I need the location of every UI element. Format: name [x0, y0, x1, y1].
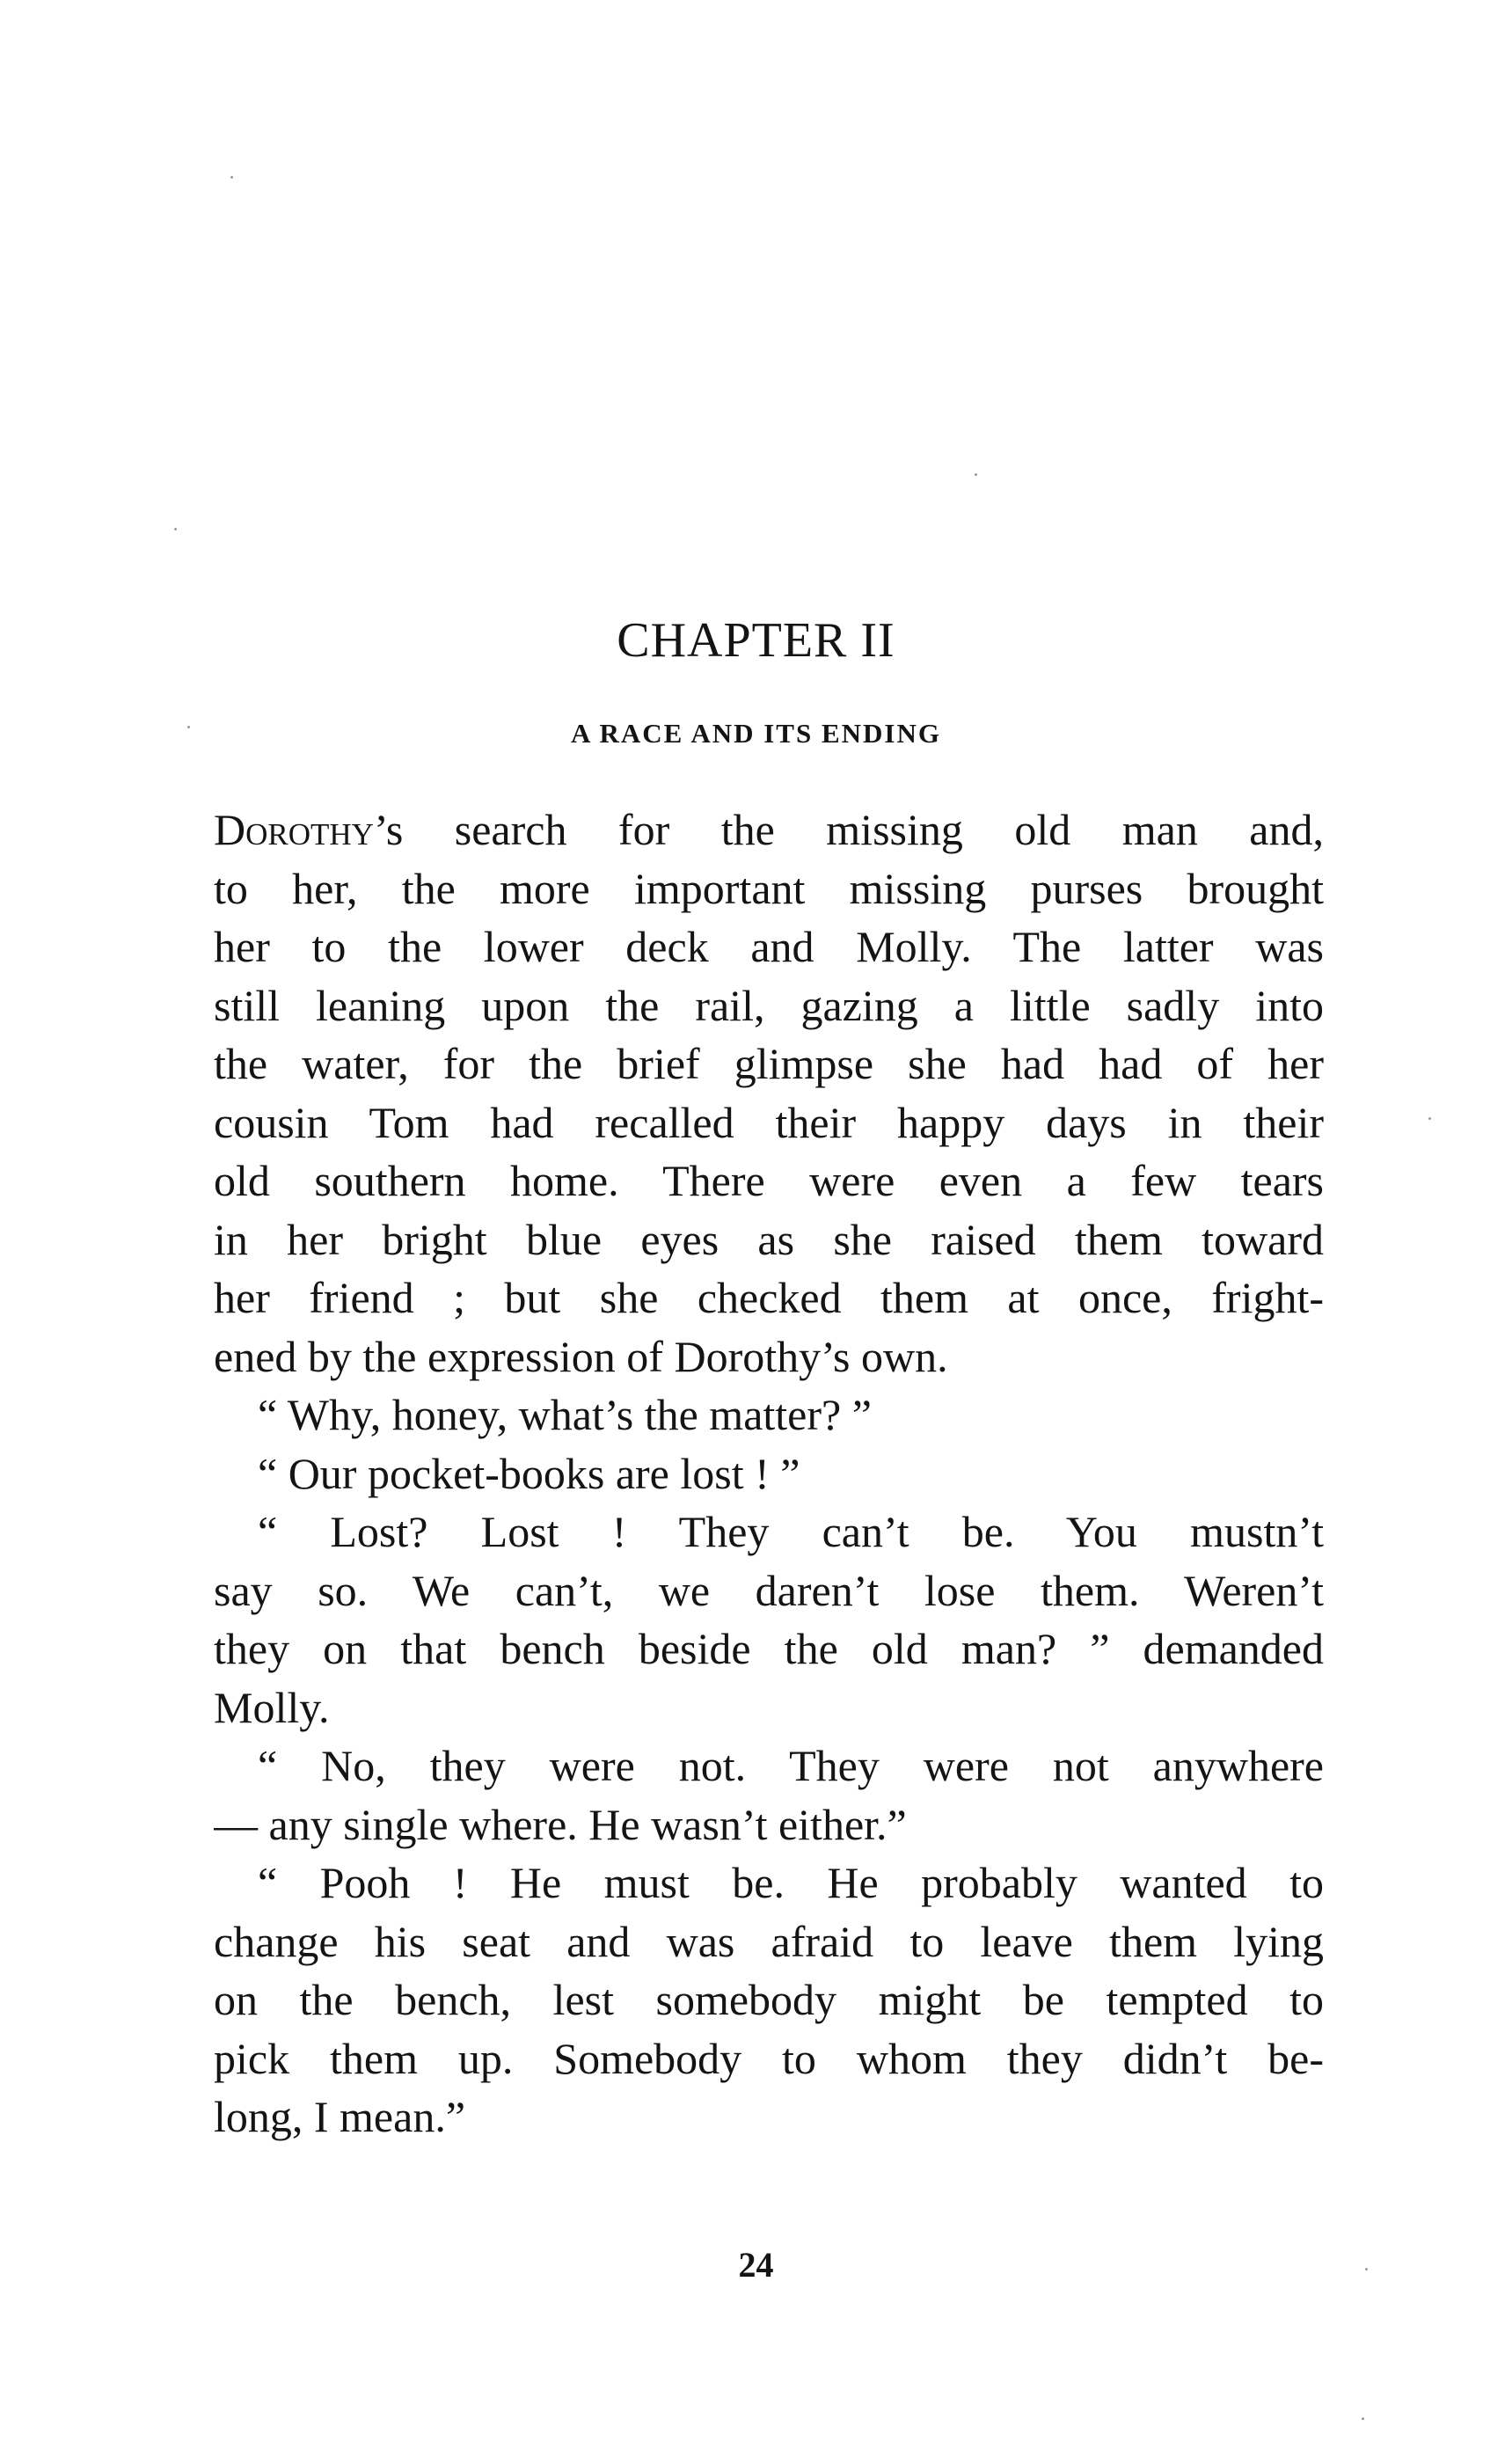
text-line: in her bright blue eyes as she raised them toward: [214, 1214, 1324, 1264]
text-line: her to the lower deck and Molly. The latter was: [214, 922, 1324, 971]
dialogue-line: — any single where. He wasn’t either.”: [214, 1799, 907, 1849]
scan-speck: [187, 726, 190, 728]
body-text: [214, 801, 1324, 2146]
text-line: old southern home. There were even a few tears: [214, 1156, 1324, 1205]
chapter-title: CHAPTER II: [617, 613, 895, 668]
scan-speck: [174, 528, 177, 530]
text-line: cousin Tom had recalled their happy days in their: [214, 1097, 1324, 1147]
text-line: her friend ; but she checked them at once, fright-: [214, 1273, 1324, 1322]
text-line: the water, for the brief glimpse she had had of her: [214, 1039, 1324, 1088]
scan-speck: [1365, 2268, 1368, 2271]
dialogue-line: on the bench, lest somebody might be tempted to: [214, 1975, 1324, 2024]
dialogue-line: long, I mean.”: [214, 2092, 466, 2141]
dialogue-line: “ No, they were not. They were not anywhere: [258, 1741, 1324, 1790]
dialogue-line: “ Lost? Lost ! They can’t be. You mustn’t: [258, 1507, 1324, 1556]
dialogue-line: “ Pooh ! He must be. He probably wanted to: [258, 1858, 1324, 1907]
chapter-subtitle: A RACE AND ITS ENDING: [571, 718, 941, 749]
scan-speck: [1428, 1117, 1431, 1120]
dialogue-line: Molly.: [214, 1682, 330, 1732]
dialogue-line: “ Why, honey, what’s the matter? ”: [258, 1390, 872, 1439]
dialogue-line: pick them up. Somebody to whom they didn’t be-: [214, 2033, 1324, 2083]
scan-speck: [1362, 2417, 1364, 2420]
dialogue-line: say so. We can’t, we daren’t lose them. Weren’t: [214, 1565, 1324, 1615]
scan-speck: [975, 473, 977, 476]
dialogue-line: they on that bench beside the old man? ” demanded: [214, 1624, 1324, 1673]
dialogue-line: “ Our pocket-books are lost ! ”: [258, 1448, 800, 1498]
scan-speck: [230, 176, 233, 179]
text-line: ened by the expression of Dorothy’s own.: [214, 1331, 948, 1381]
drop-word: Dorothy: [214, 805, 374, 854]
text-line: to her, the more important missing purses brought: [214, 863, 1324, 913]
text-line: still leaning upon the rail, gazing a little sadly into: [214, 980, 1324, 1030]
text-line: Dorothy’s search for the missing old man and,: [214, 805, 1324, 854]
dialogue-line: change his seat and was afraid to leave them lying: [214, 1916, 1324, 1966]
page-number: 24: [738, 2245, 774, 2285]
